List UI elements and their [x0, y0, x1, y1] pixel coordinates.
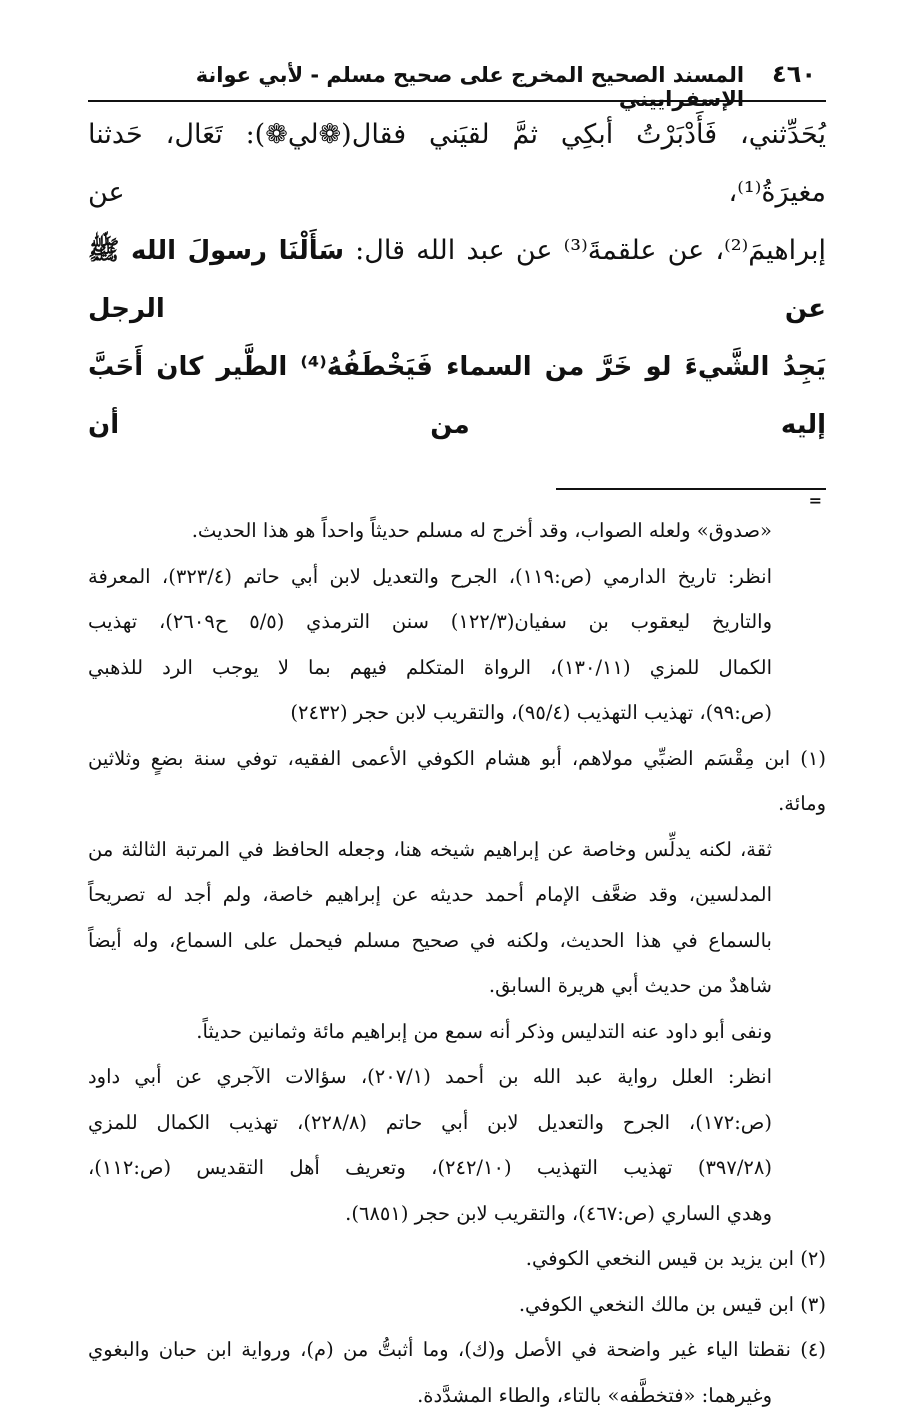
footnote-3: [88, 1282, 826, 1328]
footnote-line: الكمال للمزي (١٣٠/١١)، الرواة المتكلم فيهم بما لا يوجب الرد للذهبي: [88, 645, 826, 691]
main-line-2-plain: إبراهيمَ⁽²⁾، عن علقمةَ⁽³⁾ عن عبد الله قال:: [344, 235, 826, 266]
footnote-line: (ص:٩٩)، تهذيب التهذيب (٩٥/٤)، والتقريب لابن حجر (٢٤٣٢): [88, 690, 826, 736]
footnote-line: (ص:١٧٢)، الجرح والتعديل لابن أبي حاتم (٢٢٨/٨)، تهذيب الكمال للمزي: [88, 1100, 826, 1146]
page-number: ٤٦٠: [772, 60, 816, 88]
book-page: [88, 60, 826, 1418]
footnote-continuation: [88, 508, 826, 736]
footnote-line: وغيرهما: «فتخطَّفه» بالتاء، والطاء المشدَّدة.: [88, 1373, 826, 1418]
footnote-line: ونفى أبو داود عنه التدليس وذكر أنه سمع من إبراهيم مائة وثمانين حديثاً.: [88, 1009, 826, 1055]
footnote-line: ثقة، لكنه يدلِّس وخاصة عن إبراهيم شيخه هنا، وجعله الحافظ في المرتبة الثالثة من: [88, 827, 826, 873]
footnote-line: بالسماع في هذا الحديث، ولكنه في صحيح مسلم فيحمل على السماع، وله أيضاً: [88, 918, 826, 964]
footnote-4: [88, 1327, 826, 1418]
footnote-line: انظر: تاريخ الدارمي (ص:١١٩)، الجرح والتعديل لابن أبي حاتم (٣٢٣/٤)، المعرفة: [88, 554, 826, 600]
footnote-line: (٣) ابن قيس بن مالك النخعي الكوفي.: [88, 1282, 826, 1328]
main-text: [88, 106, 826, 454]
footnote-line: وهدي الساري (ص:٤٦٧)، والتقريب لابن حجر (٦٨٥١).: [88, 1191, 826, 1237]
footnote-line: انظر: العلل رواية عبد الله بن أحمد (٢٠٧/١)، سؤالات الآجري عن أبي داود: [88, 1054, 826, 1100]
footnote-separator: [556, 488, 826, 490]
footnote-line: المدلسين، وقد ضعَّف الإمام أحمد حديثه عن إبراهيم خاصة، ولم أجد له تصريحاً: [88, 872, 826, 918]
footnotes: [88, 508, 826, 1418]
footnote-line: والتاريخ ليعقوب بن سفيان(١٢٢/٣) سنن الترمذي (٥/٥ ح٢٦٠٩)، تهذيب: [88, 599, 826, 645]
footnote-2: [88, 1236, 826, 1282]
footnote-line: (٢) ابن يزيد بن قيس النخعي الكوفي.: [88, 1236, 826, 1282]
running-title: المسند الصحيح المخرج على صحيح مسلم - لأبي عوانة الإسفراييني: [88, 63, 744, 111]
main-line-2: [88, 222, 826, 338]
footnote-line: (١) ابن مِقْسَم الضبِّي مولاهم، أبو هشام الكوفي الأعمى الفقيه، توفي سنة بضعٍ وثلاثين ومائة.: [88, 736, 826, 827]
footnote-line: (٤) نقطتا الياء غير واضحة في الأصل و(ك)، وما أثبتُّ من (م)، ورواية ابن حبان والبغوي: [88, 1327, 826, 1373]
main-line-3: يَجِدُ الشَّيءَ لو خَرَّ من السماء فَيَخْطَفُهُ⁽⁴⁾ الطَّير كان أَحَبَّ إليه من أن: [88, 338, 826, 454]
main-line-2-hadith: سَأَلْنَا رسولَ الله ﷺ عن الرجل: [88, 236, 826, 324]
running-header: [88, 60, 826, 94]
footnote-line: شاهدٌ من حديث أبي هريرة السابق.: [88, 963, 826, 1009]
footnote-line: (٣٩٧/٢٨) تهذيب التهذيب (٢٤٢/١٠)، وتعريف أهل التقديس (ص:١١٢)،: [88, 1145, 826, 1191]
footnote-1: [88, 736, 826, 1237]
continuation-mark: =: [88, 494, 822, 508]
footnote-line: «صدوق» ولعله الصواب، وقد أخرج له مسلم حديثاً واحداً هو هذا الحديث.: [88, 508, 826, 554]
main-line-1: يُحَدِّثني، فَأَدْبَرْتُ أبكِي ثمَّ لقيَني فقال(❁لي❁): تَعَال، حَدثنا مغيرَةُ⁽¹⁾، عن: [88, 106, 826, 222]
